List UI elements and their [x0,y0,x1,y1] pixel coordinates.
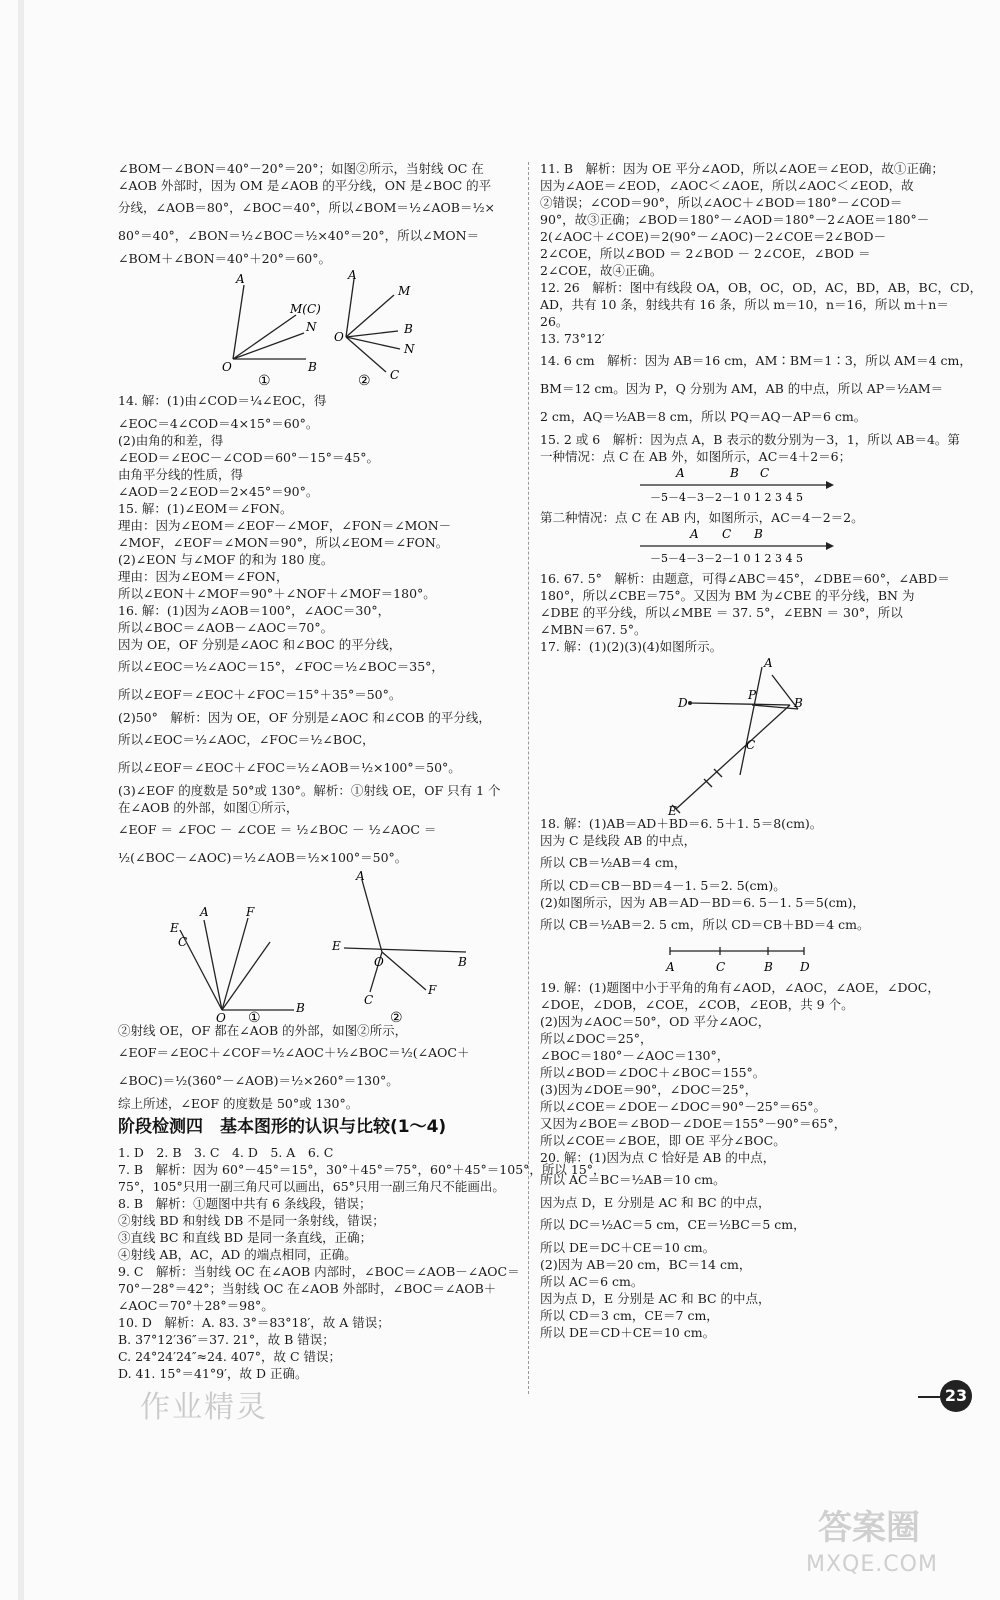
site-logo: 答案圈 [818,1508,920,1548]
text-line: 因为点 D，E 分别是 AC 和 BC 的中点， [540,1195,771,1210]
text-line: 所以 CB＝½AB＝4 cm， [540,855,687,870]
text-line: (2)因为∠AOC＝50°，OD 平分∠AOC， [540,1014,771,1029]
text-line: ∠EOF＝∠EOC＋∠COF＝½∠AOC＋½∠BOC＝½(∠AOC＋ [118,1045,470,1060]
text-line: ∠EOD＝∠EOC－∠COD＝60°－15°＝45°。 [118,450,380,465]
fig18-label-b: B [764,960,773,974]
text-line: 11. B 解析：因为 OE 平分∠AOD，所以∠AOE＝∠EOD，故①正确； [540,161,944,176]
text-line: ∠BOM－∠BON＝40°－20°＝20°；如图②所示，当射线 OC 在 [118,161,484,176]
text-line: (2)∠EON 与∠MOF 的和为 180 度。 [118,552,334,567]
fig4-caption: ② [390,1010,403,1026]
text-line: 15. 解：(1)∠EOM＝∠FON。 [118,501,293,516]
text-line: 所以∠BOD＝∠DOC＋∠BOC＝155°。 [540,1065,766,1080]
column-divider [528,162,529,1394]
fig4-label-e: E [332,939,341,953]
text-line: ②错误；∠COD＝90°，所以∠AOC＋∠BOD＝180°－∠COD＝ [540,195,903,210]
fig17-label-a: A [764,656,773,670]
section-title: 阶段检测四 基本图形的认识与比较(1～4) [118,1117,447,1137]
text-line: 15. 2 或 6 解析：因为点 A，B 表示的数分别为－3，1，所以 AB＝4。第 [540,432,960,447]
text-line: 20. 解：(1)因为点 C 恰好是 AB 的中点， [540,1150,776,1165]
fig2-label-a: A [348,268,357,282]
text-line: ∠BOM＋∠BON＝40°＋20°＝60°。 [118,251,331,266]
text-line: 因为 C 是线段 AB 的中点， [540,833,697,848]
text-line: BM＝12 cm。因为 P，Q 分别为 AM，AB 的中点，所以 AP＝½AM＝ [540,381,944,396]
text-line: 14. 解：(1)由∠COD＝¼∠EOC，得 [118,393,327,408]
text-line: 所以∠COE＝∠BOE，即 OE 平分∠BOC。 [540,1133,786,1148]
text-line: 10. D 解析：A. 83. 3°＝83°18′，故 A 错误； [118,1315,390,1330]
text-line: ③直线 BC 和直线 BD 是同一条直线，正确； [118,1230,373,1245]
figure-angles-1-2 [118,267,520,387]
text-line: 所以 CD＝CB－BD＝4－1. 5＝2. 5(cm)。 [540,878,786,893]
numline1-ticks: －5－4－3－2－1 0 1 2 3 4 5 [650,491,803,504]
fig4-label-o: O [374,955,384,969]
text-line: ∠DBE 的平分线，所以∠MBE ＝ 37. 5°，∠EBN ＝ 30°，所以 [540,605,903,620]
text-line: 由角平分线的性质，得 [118,467,244,482]
fig3-label-b: B [296,1001,305,1015]
text-line: B. 37°12′36″＝37. 21°，故 B 错误； [118,1332,335,1347]
text-line: ∠EOC＝4∠COD＝4×15°＝60°。 [118,416,319,431]
text-line: 在∠AOB 的外部，如图①所示， [118,800,299,815]
fig1-label-o: O [222,360,232,374]
fig2-caption: ② [358,373,371,389]
fig3-label-a: A [200,905,209,919]
figure-17-construction [540,655,960,818]
text-line: 所以 CD＝3 cm，CE＝7 cm， [540,1308,719,1323]
text-line: 所以 CB＝½AB＝2. 5 cm，所以 CD＝CB＋BD＝4 cm。 [540,917,870,932]
text-line: 理由：因为∠EOM＝∠FON， [118,569,289,584]
page-number: 23 [940,1380,972,1412]
text-line: 所以∠COE＝∠DOE－∠DOC＝90°－25°＝65°。 [540,1099,827,1114]
text-line: 又因为∠BOE＝∠BOD－∠DOE＝155°－90°＝65°， [540,1116,847,1131]
fig4-label-f: F [428,983,437,997]
figure-angles-3-4 [118,869,520,1026]
text-line: C. 24°24′24″≈24. 407°，故 C 错误； [118,1349,341,1364]
text-line: 75°，105°只用一副三角尺可以画出，65°只用一副三角尺不能画出。 [118,1179,505,1194]
text-line: 9. C 解析：当射线 OC 在∠AOB 内部时，∠BOC＝∠AOB－∠AOC＝ [118,1264,520,1279]
text-line: 80°＝40°，∠BON＝½∠BOC＝½×40°＝20°，所以∠MON＝ [118,228,480,243]
text-line: ②射线 BD 和射线 DB 不是同一条射线，错误； [118,1213,385,1228]
text-line: 因为 OE，OF 分别是∠AOC 和∠BOC 的平分线， [118,637,402,652]
fig17-label-b: B [794,696,803,710]
text-line: 2∠COE，所以∠BOD ＝ 2∠BOD － 2∠COE，∠BOD ＝ [540,246,871,261]
text-line: 16. 解：(1)因为∠AOB＝100°，∠AOC＝30°， [118,603,391,618]
fig2-label-n: N [404,342,415,356]
figure-18-segment [540,939,960,979]
text-line: 8. B 解析：①题图中共有 6 条线段，错误； [118,1196,372,1211]
text-line: D. 41. 15°＝41°9′，故 D 正确。 [118,1366,308,1381]
text-line: 18. 解：(1)AB＝AD＋BD＝6. 5＋1. 5＝8(cm)。 [540,816,823,831]
fig2-label-o: O [334,330,344,344]
fig4-label-c: C [364,993,374,1007]
fig17-label-d: D [678,696,688,710]
watermark: 作业精灵 [140,1390,268,1425]
text-line: ②射线 OE，OF 都在∠AOB 的外部，如图②所示， [118,1023,408,1038]
text-line: ∠BOC＝180°－∠AOC＝130°， [540,1048,730,1063]
text-line: (2)50° 解析：因为 OE，OF 分别是∠AOC 和∠COB 的平分线， [118,710,491,725]
text-line: 因为点 D，E 分别是 AC 和 BC 的中点， [540,1291,771,1306]
text-line: 理由：因为∠EOM＝∠EOF－∠MOF，∠FON＝∠MON－ [118,518,452,533]
text-line: 70°－28°＝42°；当射线 OC 在∠AOB 外部时，∠BOC＝∠AOB＋ [118,1281,497,1296]
text-line: 所以 AC＝6 cm。 [540,1274,644,1289]
text-line: ∠MOF，∠EOF＝∠MON＝90°，所以∠EOM＝∠FON。 [118,535,449,550]
text-line: 所以∠EON＋∠MOF＝90°＋∠NOF＋∠MOF＝180°。 [118,586,436,601]
text-line: 所以∠EOC＝½∠AOC，∠FOC＝½∠BOC， [118,732,375,747]
text-line: 分线，∠AOB＝80°，∠BOC＝40°，所以∠BOM＝½∠AOB＝½× [118,200,496,215]
text-line: 90°，故③正确；∠BOD＝180°－∠AOD＝180°－2∠AOE＝180°－ [540,212,930,227]
text-line: ∠MBN＝67. 5°。 [540,622,647,637]
numline1-label-b: B [730,466,739,480]
text-line: 综上所述，∠EOF 的度数是 50°或 130°。 [118,1096,359,1111]
text-line: ∠AOC＝70°＋28°＝98°。 [118,1298,274,1313]
numline2-label-c: C [722,527,732,541]
text-line: ∠DOE，∠DOB，∠COE，∠COB，∠EOB，共 9 个。 [540,997,854,1012]
number-line-2 [540,526,960,570]
text-line: 所以 DE＝CD＋CE＝10 cm。 [540,1325,716,1340]
text-line: (2)因为 AB＝20 cm，BC＝14 cm， [540,1257,752,1272]
text-line: 所以∠EOF＝∠EOC＋∠FOC＝15°＋35°＝50°。 [118,687,402,702]
text-line: 一种情况：点 C 在 AB 外，如图所示，AC＝4＋2＝6； [540,449,852,464]
text-line: 第二种情况：点 C 在 AB 内，如图所示，AC＝4－2＝2。 [540,510,864,525]
fig17-label-p: P [748,688,757,702]
text-line: 13. 73°12′ [540,331,605,346]
text-line: AD，共有 10 条，射线共有 16 条，所以 m＝10，n＝16，所以 m＋n＝ [540,297,949,312]
text-line: 17. 解：(1)(2)(3)(4)如图所示。 [540,639,723,654]
site-url: MXQE.COM [806,1552,938,1577]
page-number-rule [918,1396,940,1398]
text-line: 180°，所以∠CBE＝75°。又因为 BM 为∠CBE 的平分线，BN 为 [540,588,915,603]
fig18-label-a: A [666,960,675,974]
fig3-label-e: E [170,921,179,935]
text-line: 12. 26 解析：图中有线段 OA，OB，OC，OD，AC，BD，AB，BC，CD， [540,280,983,295]
fig4-label-b: B [458,955,467,969]
text-line: 7. B 解析：因为 60°－45°＝15°，30°＋45°＝75°，60°＋45°＝105°，所以 15°， [118,1162,606,1177]
text-line: 2(∠AOC＋∠COE)＝2(90°－∠AOC)－2∠COE＝2∠BOD－ [540,229,887,244]
text-line: 所以 AC＝BC＝½AB＝10 cm。 [540,1172,726,1187]
text-line: 所以 DE＝DC＋CE＝10 cm。 [540,1240,716,1255]
text-line: (3)因为∠DOE＝90°，∠DOC＝25°， [540,1082,758,1097]
fig2-label-b: B [404,322,413,336]
text-line: 14. 6 cm 解析：因为 AB＝16 cm，AM∶BM＝1∶3，所以 AM＝4 cm， [540,353,972,368]
text-line: 2 cm，AQ＝½AB＝8 cm，所以 PQ＝AQ－AP＝6 cm。 [540,409,867,424]
text-line: 所以 DC＝½AC＝5 cm，CE＝½BC＝5 cm， [540,1217,806,1232]
text-line: ½(∠BOC－∠AOC)＝½∠AOB＝½×100°＝50°。 [118,850,408,865]
fig1-caption: ① [258,373,271,389]
fig3-label-c: C [178,935,188,949]
right-column [540,160,983,1341]
text-line: 19. 解：(1)题图中小于平角的角有∠AOD，∠AOC，∠AOE，∠DOC， [540,980,940,995]
text-line: ④射线 AB，AC，AD 的端点相同，正确。 [118,1247,357,1262]
text-line: 所以∠EOF＝∠EOC＋∠FOC＝½∠AOB＝½×100°＝50°。 [118,760,461,775]
numline1-label-a: A [676,466,685,480]
fig1-label-a: A [236,272,245,286]
text-line: ∠AOB 外部时，因为 OM 是∠AOB 的平分线，ON 是∠BOC 的平 [118,178,492,193]
fig1-label-b: B [308,360,317,374]
fig1-label-n: N [306,320,317,334]
fig2-label-m: M [398,284,411,298]
fig3-label-o: O [216,1011,226,1025]
fig3-label-f: F [246,905,255,919]
numline1-label-c: C [760,466,770,480]
fig17-label-c: C [746,738,756,752]
text-line: 所以∠BOC＝∠AOB－∠AOC＝70°。 [118,620,334,635]
text-line: (2)如图所示，因为 AB＝AD－BD＝6. 5－1. 5＝5(cm)， [540,895,865,910]
text-line: 16. 67. 5° 解析：由题意，可得∠ABC＝45°，∠DBE＝60°，∠ABD＝ [540,571,950,586]
text-line: 所以∠EOC＝½∠AOC＝15°，∠FOC＝½∠BOC＝35°， [118,659,444,674]
text-line: 1. D 2. B 3. C 4. D 5. A 6. C [118,1145,334,1160]
fig1-label-m: M(C) [290,302,321,316]
text-line: 所以∠DOC＝25°， [540,1031,653,1046]
fig3-caption: ① [248,1010,261,1026]
fig18-label-c: C [716,960,726,974]
text-line: ∠EOF ＝ ∠FOC － ∠COE ＝ ½∠BOC － ½∠AOC ＝ [118,822,437,837]
text-line: (2)由角的和差，得 [118,433,224,448]
fig4-label-a: A [356,869,365,883]
fig18-label-d: D [800,960,810,974]
scan-edge [18,0,24,1600]
text-line: 26。 [540,314,569,329]
numline2-label-b: B [754,527,763,541]
number-line-1 [540,465,960,509]
text-line: ∠AOD＝2∠EOD＝2×45°＝90°。 [118,484,319,499]
numline2-ticks: －5－4－3－2－1 0 1 2 3 4 5 [650,552,803,565]
text-line: 因为∠AOE＝∠EOD，∠AOC＜∠AOE，所以∠AOC＜∠EOD，故 [540,178,914,193]
text-line: ∠BOC)＝½(360°－∠AOB)＝½×260°＝130°。 [118,1073,399,1088]
text-line: 2∠COE，故④正确。 [540,263,663,278]
fig2-label-c: C [390,368,400,382]
text-line: (3)∠EOF 的度数是 50°或 130°。解析：①射线 OE，OF 只有 1 个 [118,783,501,798]
numline2-label-a: A [690,527,699,541]
fig17-label-e: E [668,804,677,818]
